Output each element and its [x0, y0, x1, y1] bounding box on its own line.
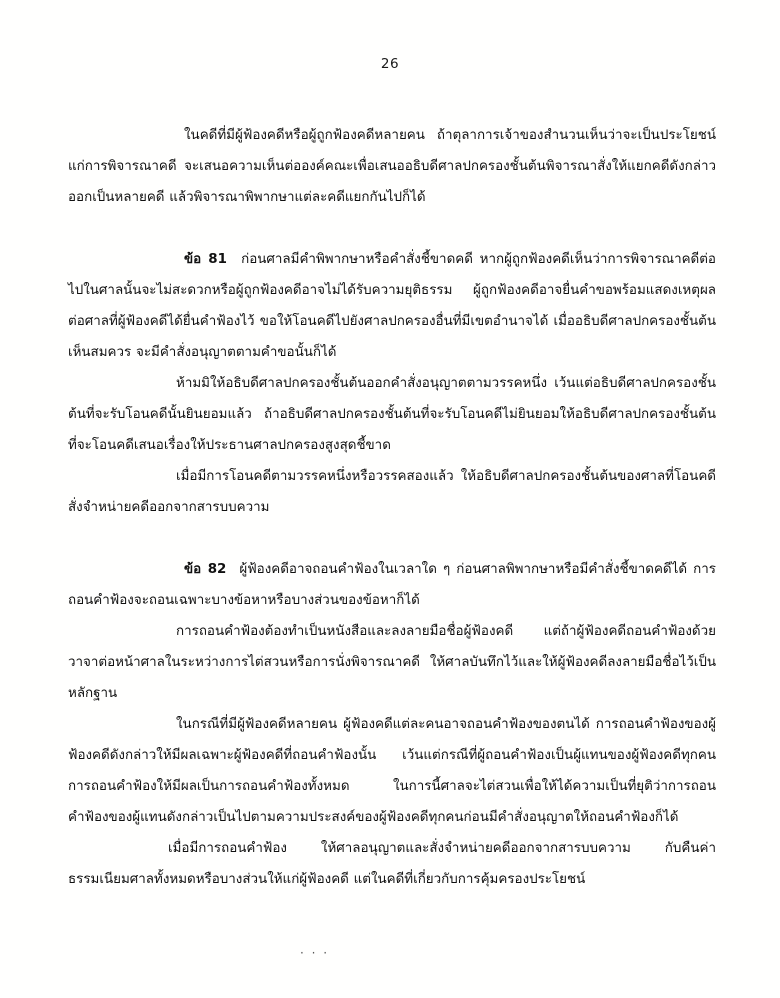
paragraph-clause-82	[68, 554, 716, 616]
document-body	[68, 120, 716, 895]
paragraph: ในกรณีที่มีผู้ฟ้องคดีหลายคน ผู้ฟ้องคดีแต่ละคนอาจถอนคำฟ้องของตนได้ การถอนคำฟ้องของผู้ฟ้องคดีดังกล่าวให้มีผลเฉพาะผู้ฟ้องคดีที่ถอนคำฟ้องนั้น เว้นแต่กรณีที่ผู้ถอนคำฟ้องเป็นผู้แทนของผู้ฟ้องคดีทุกคน การถอนคำฟ้องให้มีผลเป็นการถอนคำฟ้องทั้งหมด ในการนี้ศาลจะไต่สวนเพื่อให้ได้ความเป็นที่ยุติว่าการถอนคำฟ้องของผู้แทนดังกล่าวเป็นไปตามความประสงค์ของผู้ฟ้องคดีทุกคนก่อนมีคำสั่งอนุญาตให้ถอนคำฟ้องก็ได้	[68, 717, 716, 825]
page-number: 26	[380, 56, 400, 72]
paragraph-clause-81	[68, 244, 716, 368]
clause-text-81: ก่อนศาลมีคำพิพากษาหรือคำสั่งชี้ขาดคดี หากผู้ถูกฟ้องคดีเห็นว่าการพิจารณาคดีต่อไปในศาลนั้นจะไม่สะดวกหรือผู้ถูกฟ้องคดีอาจไม่ได้รับความยุติธรรม ผู้ถูกฟ้องคดีอาจยื่นคำขอพร้อมแสดงเหตุผลต่อศาลที่ผู้ฟ้องคดีได้ยื่นคำฟ้องไว้ ขอให้โอนคดีไปยังศาลปกครองอื่นที่มีเขตอำนาจได้ เมื่ออธิบดีศาลปกครองชั้นต้นเห็นสมควร จะมีคำสั่งอนุญาตตามคำขอนั้นก็ได้	[68, 252, 716, 360]
paragraph: ห้ามมิให้อธิบดีศาลปกครองชั้นต้นออกคำสั่งอนุญาตตามวรรคหนึ่ง เว้นแต่อธิบดีศาลปกครองชั้นต้นที่จะรับโอนคดีนั้นยินยอมแล้ว ถ้าอธิบดีศาลปกครองชั้นต้นที่จะรับโอนคดีไม่ยินยอมให้อธิบดีศาลปกครองชั้นต้นที่จะโอนคดีเสนอเรื่องให้ประธานศาลปกครองสูงสุดชี้ขาด	[68, 376, 716, 453]
paragraph-spacer	[68, 213, 716, 244]
clause-label-81: ข้อ 81	[184, 252, 242, 267]
paragraph: เมื่อมีการโอนคดีตามวรรคหนึ่งหรือวรรคสองแล้ว ให้อธิบดีศาลปกครองชั้นต้นของศาลที่โอนคดีสั่งจำหน่ายคดีออกจากสารบบความ	[68, 469, 716, 515]
clause-label-82: ข้อ 82	[184, 562, 240, 577]
clause-text-82: ผู้ฟ้องคดีอาจถอนคำฟ้องในเวลาใด ๆ ก่อนศาลพิพากษาหรือมีคำสั่งชี้ขาดคดีได้ การถอนคำฟ้องจะถอนเฉพาะบางข้อหาหรือบางส่วนของข้อหาก็ได้	[68, 562, 716, 608]
paragraph: เมื่อมีการถอนคำฟ้อง ให้ศาลอนุญาตและสั่งจำหน่ายคดีออกจากสารบบความ กับคืนค่าธรรมเนียมศาลทั้งหมดหรือบางส่วนให้แก่ผู้ฟ้องคดี แต่ในคดีที่เกี่ยวกับการคุ้มครองประโยชน์	[68, 841, 716, 887]
paragraph: การถอนคำฟ้องต้องทำเป็นหนังสือและลงลายมือชื่อผู้ฟ้องคดี แต่ถ้าผู้ฟ้องคดีถอนคำฟ้องด้วยวาจาต่อหน้าศาลในระหว่างการไต่สวนหรือการนั่งพิจารณาคดี ให้ศาลบันทึกไว้และให้ผู้ฟ้องคดีลงลายมือชื่อไว้เป็นหลักฐาน	[68, 624, 716, 701]
paragraph-spacer	[68, 523, 716, 554]
paragraph: ในคดีที่มีผู้ฟ้องคดีหรือผู้ถูกฟ้องคดีหลายคน ถ้าตุลาการเจ้าของสำนวนเห็นว่าจะเป็นประโยชน์แก่การพิจารณาคดี จะเสนอความเห็นต่อองค์คณะเพื่อเสนออธิบดีศาลปกครองชั้นต้นพิจารณาสั่งให้แยกคดีดังกล่าวออกเป็นหลายคดี แล้วพิจารณาพิพากษาแต่ละคดีแยกกันไปก็ได้	[68, 128, 716, 205]
footer-marks: · · ·	[300, 946, 330, 960]
